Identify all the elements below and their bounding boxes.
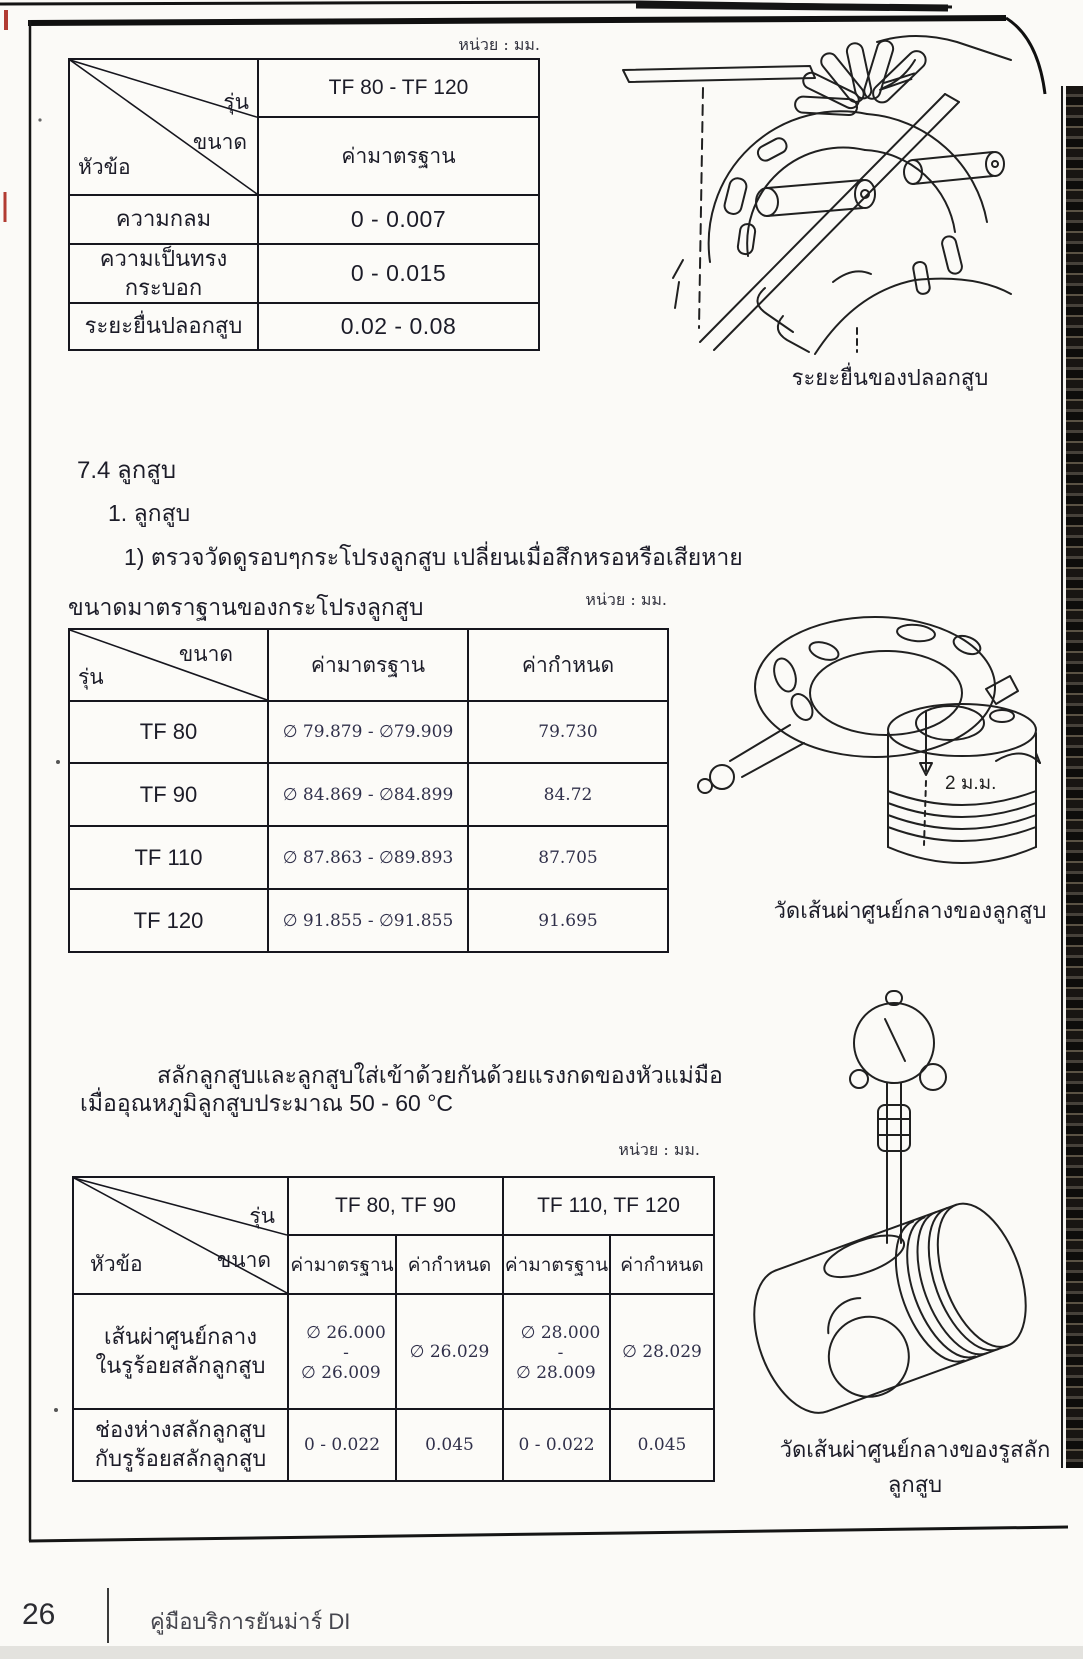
corner-label-size: ขนาด [178,643,233,666]
piston-pin-table [72,1176,715,1482]
piston-skirt-table [68,628,669,953]
standard-header: ค่ามาตรฐาน [503,1235,610,1294]
footer-divider [107,1588,109,1643]
piston-ring-land-annotation: 2 ม.ม. [945,773,997,794]
figure-piston-od-caption: วัดเส้นผ่าศูนย์กลางของลูกสูบ [773,898,1047,923]
limit-cell: 0.045 [396,1409,503,1481]
scan-edge-band [1061,86,1083,1468]
unit-label-bottom: หน่วย : มม. [618,1140,700,1159]
unit-label-top: หน่วย : มม. [458,35,540,54]
limit-cell: 79.730 [468,701,668,763]
row-label [73,1294,288,1409]
limit-cell: 87.705 [468,826,668,889]
standard-header: ค่ามาตรฐาน [288,1235,396,1294]
standard-cell: ∅ 84.869 - ∅84.899 [268,763,468,826]
section-step: 1) ตรวจวัดดูรอบๆกระโปรงลูกสูบ เปลี่ยนเมื่อสึกหรอหรือเสียหาย [124,544,743,570]
standard-cell: 0 - 0.022 [503,1409,610,1481]
note-line-1: สลักลูกสูบและลูกสูบใส่เข้าด้วยกันด้วยแรงกดของหัวแม่มือ [157,1062,723,1088]
row-value: 0 - 0.007 [258,195,539,244]
model-cell: TF 90 [69,763,268,826]
value-line1: ∅ 28.000 - [520,1322,601,1363]
corner-label-model: รุ่น [78,666,104,689]
corner-label-size: ขนาด [216,1249,271,1272]
limit-cell: 84.72 [468,763,668,826]
corner-label-topic: หัวข้อ [90,1253,143,1276]
section-item: 1. ลูกสูบ [108,500,191,526]
standard-cell: 0 - 0.022 [288,1409,396,1481]
figure-pin-bore-caption: วัดเส้นผ่าศูนย์กลางของรูสลักลูกสูบ [779,1437,1051,1497]
figure-liner-caption: ระยะยื่นของปลอกสูบ [791,365,989,390]
limit-cell: ∅ 26.029 [396,1294,503,1409]
row-label-line2: ในรูร้อยสลักลูกสูบ [95,1352,266,1378]
limit-header: ค่ากำหนด [610,1235,714,1294]
row-label-line1: เส้นผ่าศูนย์กลาง [103,1323,258,1349]
figure-pin-bore-gauge-drawing [735,985,1075,1415]
value-line2: ∅ 28.009 [516,1362,596,1383]
model-group-1: TF 80, TF 90 [288,1177,503,1235]
standard-cell: ∅ 87.863 - ∅89.893 [268,826,468,889]
table1-corner-cell [69,59,258,195]
standard-header: ค่ามาตรฐาน [258,117,539,195]
cylinder-spec-table [68,58,540,351]
model-cell: TF 120 [69,889,268,952]
limit-header: ค่ากำหนด [396,1235,503,1294]
row-label-line2: กับรูร้อยสลักลูกสูบ [94,1446,267,1471]
model-cell: TF 80 [69,701,268,763]
standard-cell [503,1294,610,1409]
skirt-table-title: ขนาดมาตราฐานของกระโปรงลูกสูบ [68,594,424,620]
unit-label-middle: หน่วย : มม. [585,590,667,609]
model-group-2: TF 110, TF 120 [503,1177,714,1235]
model-range-header: TF 80 - TF 120 [258,59,539,117]
limit-cell: 91.695 [468,889,668,952]
value-line2: ∅ 26.009 [301,1362,381,1383]
standard-cell [288,1294,396,1409]
scan-bottom-strip [0,1646,1083,1659]
row-label: ความกลม [69,195,258,244]
manual-title: คู่มือบริการยันม่าร์ DI [150,1609,351,1634]
page-number: 26 [22,1598,56,1631]
standard-cell: ∅ 79.879 - ∅79.909 [268,701,468,763]
row-value: 0.02 - 0.08 [258,303,539,350]
standard-header: ค่ามาตรฐาน [268,629,468,701]
corner-label-model: รุ่น [249,1205,275,1228]
figure-piston-micrometer-drawing [690,595,1060,885]
limit-cell: ∅ 28.029 [610,1294,714,1409]
section-heading: 7.4 ลูกสูบ [77,457,177,484]
limit-header: ค่ากำหนด [468,629,668,701]
row-value: 0 - 0.015 [258,244,539,303]
row-label-line1: ช่องห่างสลักลูกสูบ [95,1417,266,1443]
standard-cell: ∅ 91.855 - ∅91.855 [268,889,468,952]
table3-corner-cell [73,1177,288,1294]
model-cell: TF 110 [69,826,268,889]
row-label: ความเป็นทรงกระบอก [69,244,258,303]
row-label: ระยะยื่นปลอกสูบ [69,303,258,350]
value-line1: ∅ 26.000 - [306,1322,386,1363]
table2-corner-cell [69,629,268,701]
limit-cell: 0.045 [610,1409,714,1481]
row-label [73,1409,288,1481]
note-line-2: เมื่ออุณหภูมิลูกสูบประมาณ 50 - 60 °C [80,1090,454,1116]
corner-label-model: รุ่น [223,91,249,114]
figure-liner-protrusion-drawing [615,30,1015,355]
corner-label-topic: หัวข้อ [78,156,131,179]
corner-label-size: ขนาด [192,131,247,154]
